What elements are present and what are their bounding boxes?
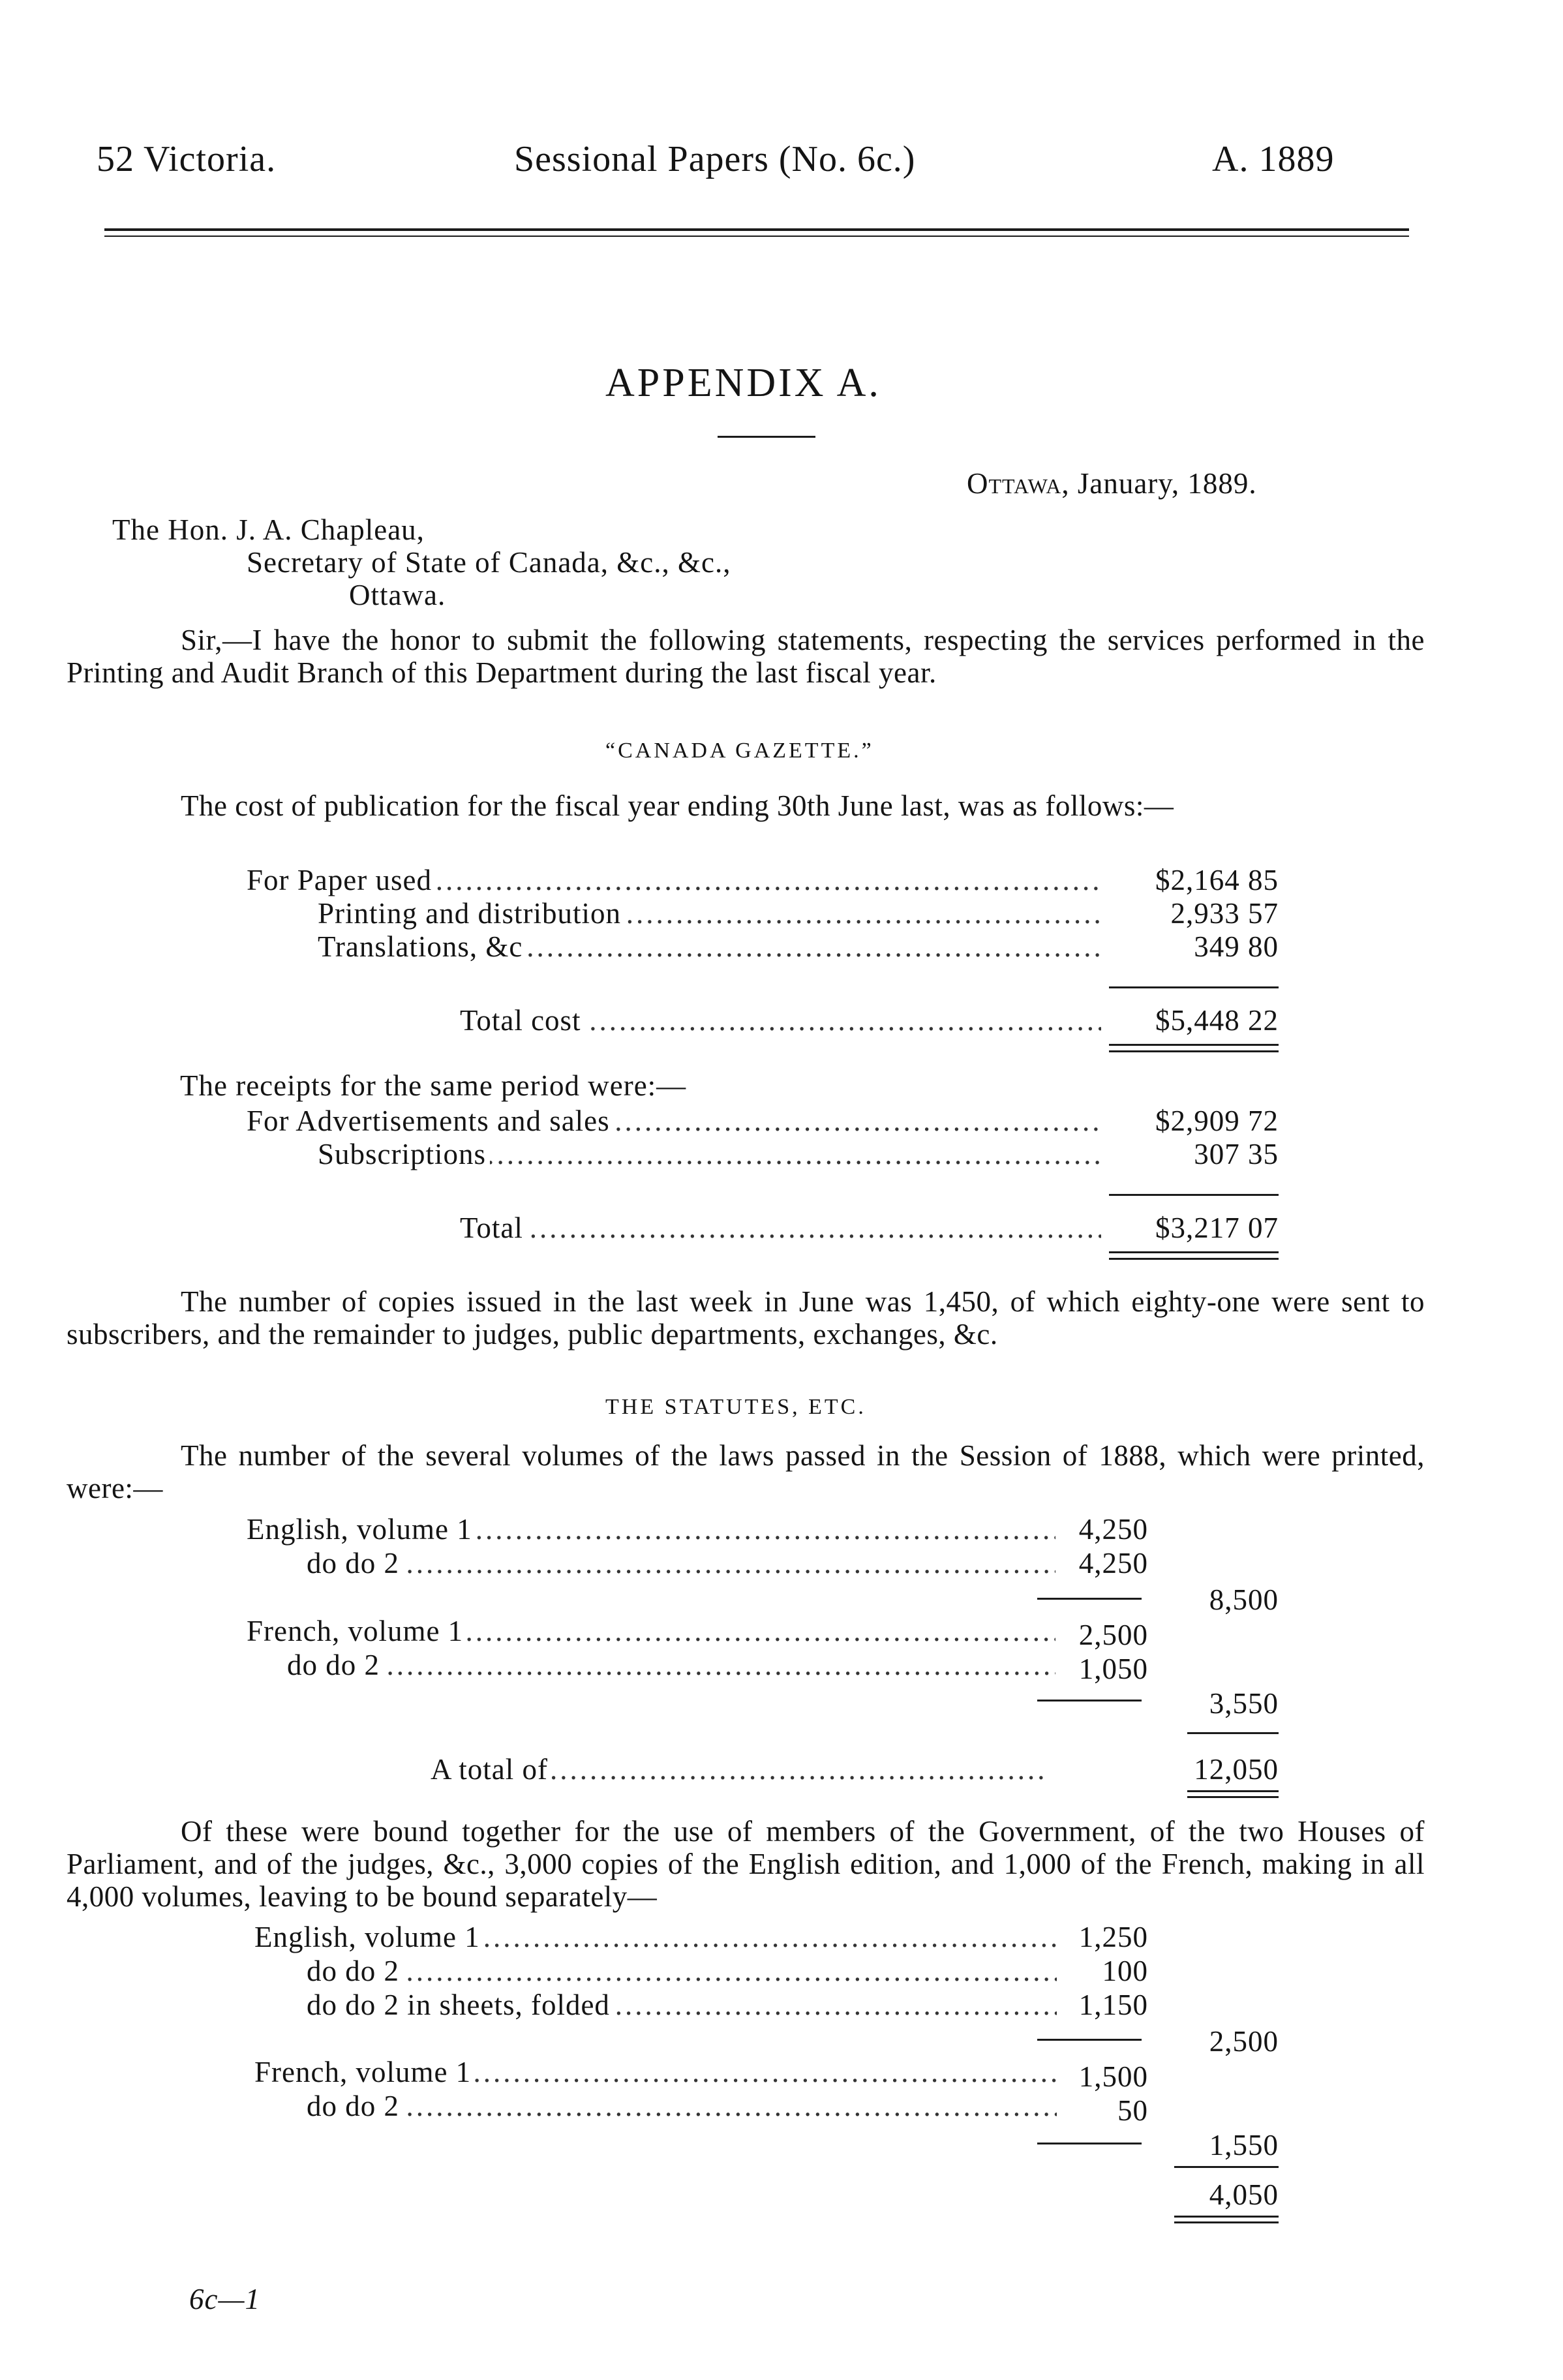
statutes-intro: The number of the several volumes of the laws passed in the Session of 1888, which were printed, were:— xyxy=(67,1439,1425,1504)
total-cost-amount: $5,448 22 xyxy=(1155,1004,1279,1037)
separate-row-french-2: ..... do do 2 xyxy=(307,2089,1057,2126)
cost-row-printing: ..... Printing and distribution xyxy=(318,896,1101,933)
english-separate-rule xyxy=(1037,2039,1142,2041)
addressee-city: Ottawa. xyxy=(349,579,446,611)
total-cost-row: ..... Total cost xyxy=(460,1003,1101,1040)
header-sessional-papers: Sessional Papers (No. 6c.) xyxy=(514,139,916,179)
total-cost-rule-1 xyxy=(1109,1044,1279,1046)
header-rule-bottom xyxy=(104,236,1409,237)
cost-row-paper: ..... For Paper used xyxy=(247,863,1101,900)
section-heading-gazette: “CANADA GAZETTE.” xyxy=(605,739,874,763)
cost-amount-translations: 349 80 xyxy=(1194,930,1279,963)
printed-amount-french-2: 1,050 xyxy=(1078,1653,1148,1685)
receipt-subtotal-rule xyxy=(1109,1194,1279,1196)
separate-row-english-sheets: ..... do do 2 in sheets, folded xyxy=(307,1988,1057,2024)
printed-amount-french-1: 2,500 xyxy=(1078,1619,1148,1651)
separate-row-french-1: ..... French, volume 1 xyxy=(254,2055,1057,2092)
bound-paragraph: Of these were bound together for the use of members of the Government, of the two Houses of Parliament, and of the judges, &c., 3,000 copies of the English edition, and 1,000 of the French, making in all 4,000 volumes, leaving to be bound separately— xyxy=(67,1815,1425,1913)
title-rule xyxy=(718,436,815,438)
total-receipts-rule-1 xyxy=(1109,1251,1279,1253)
addressee-title: Secretary of State of Canada, &c., &c., xyxy=(247,546,731,579)
french-printed-rule xyxy=(1037,1700,1142,1701)
separate-row-english-2: ..... do do 2 xyxy=(307,1954,1057,1991)
receipts-intro: The receipts for the same period were:— xyxy=(180,1069,687,1102)
header-volume: 52 Victoria. xyxy=(97,139,277,179)
english-printed-subtotal: 8,500 xyxy=(1209,1583,1279,1616)
receipt-amount-subscriptions: 307 35 xyxy=(1194,1138,1279,1170)
printed-amount-english-2: 4,250 xyxy=(1078,1547,1148,1579)
total-receipts-row: ..... Total xyxy=(460,1211,1101,1247)
printed-row-french-2: ..... do do 2 xyxy=(287,1648,1055,1685)
cost-amount-paper: $2,164 85 xyxy=(1155,864,1279,896)
printed-total-amount: 12,050 xyxy=(1194,1753,1279,1786)
cost-amount-printing: 2,933 57 xyxy=(1170,897,1279,930)
header-rule-top xyxy=(104,228,1409,231)
english-separate-subtotal: 2,500 xyxy=(1209,2025,1279,2058)
dateline: Ottawa, January, 1889. xyxy=(967,467,1257,500)
page-title: APPENDIX A. xyxy=(605,361,881,405)
copies-paragraph: The number of copies issued in the last week in June was 1,450, of which eighty-one were sent to subscribers, and the remainder to judges, public departments, exchanges, &c. xyxy=(67,1285,1425,1350)
printed-row-english-1: ..... English, volume 1 xyxy=(247,1512,1055,1549)
separate-row-english-1: ..... English, volume 1 xyxy=(254,1920,1057,1957)
printed-subtotal-rule xyxy=(1187,1732,1279,1734)
receipt-row-advertisements: ..... For Advertisements and sales xyxy=(247,1104,1101,1140)
total-receipts-amount: $3,217 07 xyxy=(1155,1212,1279,1244)
separate-amount-english-1: 1,250 xyxy=(1078,1921,1148,1953)
section-heading-statutes: THE STATUTES, ETC. xyxy=(605,1395,866,1419)
printed-amount-english-1: 4,250 xyxy=(1078,1513,1148,1546)
gazette-cost-intro: The cost of publication for the fiscal year ending 30th June last, was as follows:— xyxy=(181,789,1174,822)
printed-total-row: ..... A total of xyxy=(431,1752,1044,1789)
separate-subtotal-rule xyxy=(1174,2166,1279,2168)
intro-paragraph: Sir,—I have the honor to submit the following statements, respecting the services performed in the Printing and Audit Branch of this Department during the last fiscal year. xyxy=(67,624,1425,689)
printed-row-english-2: ..... do do 2 xyxy=(307,1546,1055,1583)
french-separate-rule xyxy=(1037,2143,1142,2144)
french-printed-subtotal: 3,550 xyxy=(1209,1687,1279,1720)
cost-subtotal-rule xyxy=(1109,986,1279,988)
printed-total-rule-2 xyxy=(1187,1796,1279,1798)
cost-row-translations: ..... Translations, &c xyxy=(318,930,1101,966)
separate-total-amount: 4,050 xyxy=(1209,2178,1279,2211)
separate-total-rule-1 xyxy=(1174,2216,1279,2218)
addressee-name: The Hon. J. A. Chapleau, xyxy=(112,513,425,546)
separate-amount-french-2: 50 xyxy=(1117,2094,1148,2127)
french-separate-subtotal: 1,550 xyxy=(1209,2129,1279,2161)
header-year: A. 1889 xyxy=(1212,139,1335,179)
total-receipts-rule-2 xyxy=(1109,1258,1279,1260)
total-cost-rule-2 xyxy=(1109,1050,1279,1052)
page-signature: 6c—1 xyxy=(189,2283,260,2315)
separate-amount-english-sheets: 1,150 xyxy=(1078,1989,1148,2021)
separate-amount-french-1: 1,500 xyxy=(1078,2060,1148,2093)
separate-amount-english-2: 100 xyxy=(1102,1955,1148,1987)
receipt-row-subscriptions: ..... Subscriptions xyxy=(318,1137,1101,1174)
english-printed-rule xyxy=(1037,1598,1142,1600)
separate-total-rule-2 xyxy=(1174,2221,1279,2223)
receipt-amount-advertisements: $2,909 72 xyxy=(1155,1105,1279,1137)
printed-total-rule-1 xyxy=(1187,1790,1279,1792)
printed-row-french-1: ..... French, volume 1 xyxy=(247,1614,1055,1651)
